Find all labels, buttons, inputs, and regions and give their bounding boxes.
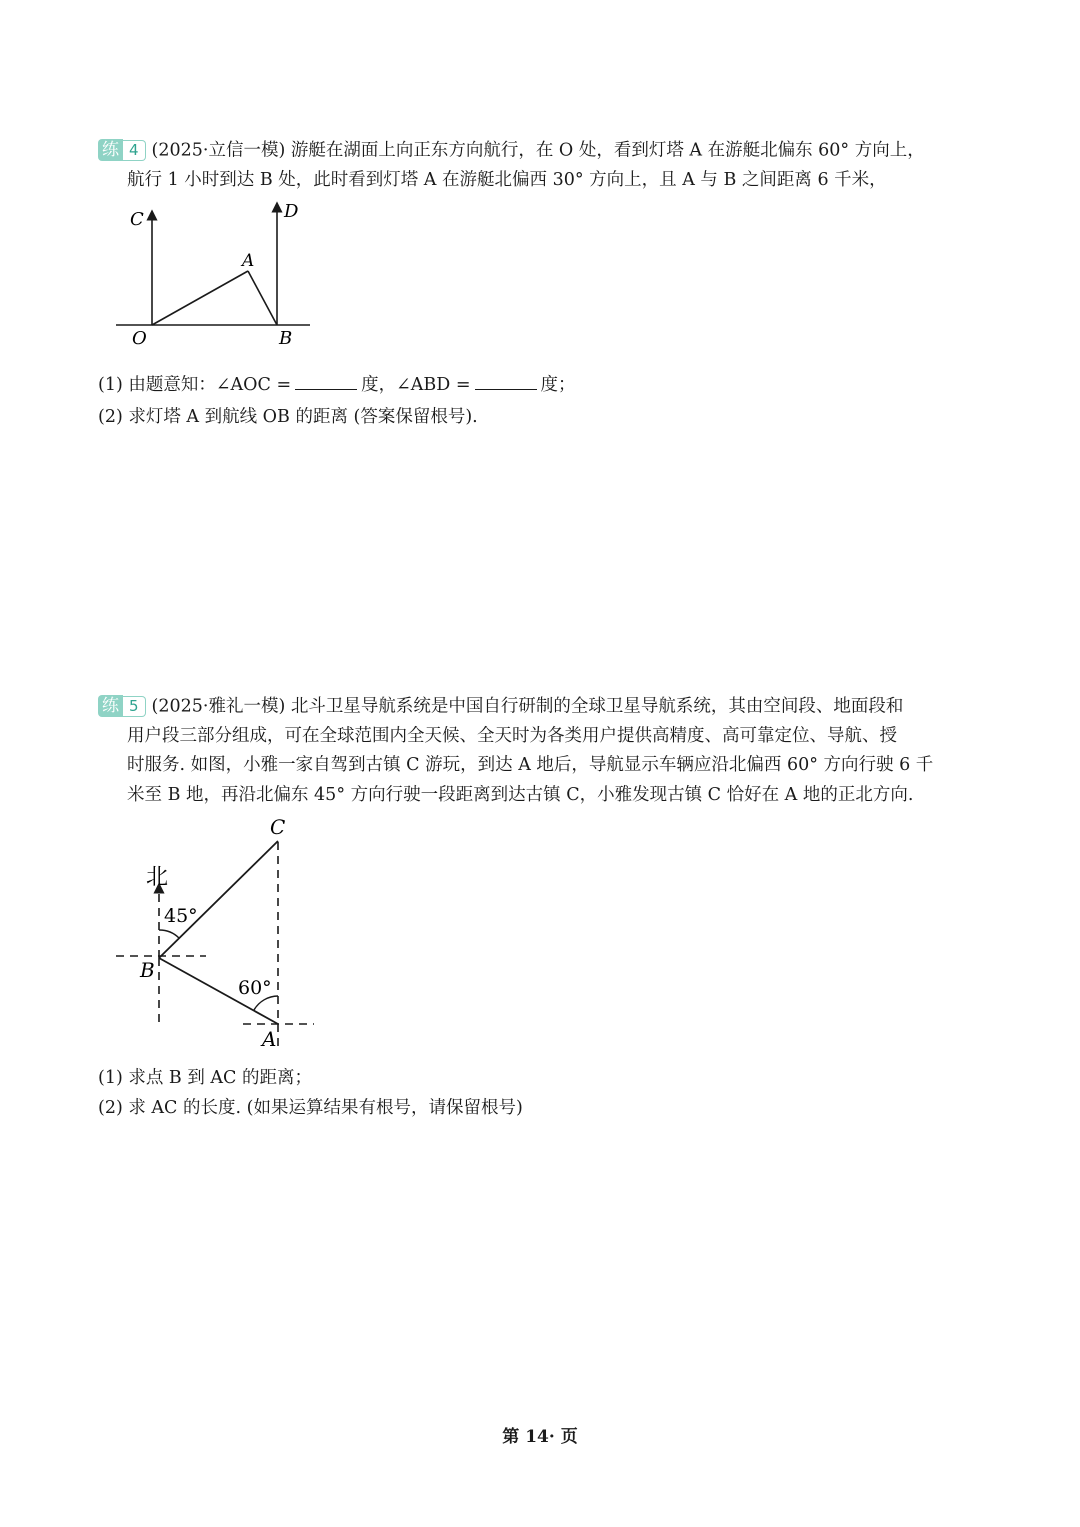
problem-4-question-2: (2) 求灯塔 A 到航线 OB 的距离 (答案保留根号).	[98, 407, 478, 427]
fig4-ab	[248, 271, 277, 325]
problem-5-question-2: (2) 求 AC 的长度. (如果运算结果有根号，请保留根号)	[98, 1098, 523, 1118]
fig5-bc	[159, 841, 278, 958]
problem-4-line-1: 练 4 (2025·立信一模) 游艇在湖面上向正东方向航行，在 O 处，看到灯塔 A 在游艇北偏东 60° 方向上，	[98, 136, 998, 166]
problem-4-badge: 练 4	[98, 136, 146, 166]
fig5-angle-45-arc	[159, 930, 179, 938]
fig5-label-c: C	[270, 815, 286, 839]
fig5-label-a: A	[262, 1027, 277, 1051]
problem-5	[98, 692, 998, 810]
problem-4-question-1: (1) 由题意知：∠AOC = 度，∠ABD = 度；	[98, 370, 576, 400]
fig5-label-60: 60°	[238, 977, 272, 999]
fig4-label-b: B	[279, 328, 293, 349]
fig5-label-b: B	[140, 958, 155, 982]
problem-4	[98, 136, 998, 195]
problem-5-line-3: 时服务. 如图，小雅一家自驾到古镇 C 游玩，到达 A 地后，导航显示车辆应沿北偏西 60° 方向行驶 6 千	[127, 755, 934, 776]
problem-5-figure	[108, 812, 328, 1057]
fig4-oa	[152, 271, 248, 325]
problem-4-line-2: 航行 1 小时到达 B 处，此时看到灯塔 A 在游艇北偏西 30° 方向上，且 A 与 B 之间距离 6 千米，	[127, 169, 887, 190]
fig4-label-c: C	[130, 209, 144, 230]
problem-4-figure	[110, 195, 330, 355]
problem-5-line-4: 米至 B 地，再沿北偏东 45° 方向行驶一段距离到达古镇 C，小雅发现古镇 C 恰好在 A 地的正北方向.	[127, 784, 914, 805]
fig5-label-45: 45°	[164, 905, 198, 927]
problem-5-line-2: 用户段三部分组成，可在全球范围内全天候、全天时为各类用户提供高精度、高可靠定位、导航、授	[127, 725, 897, 746]
problem-5-question-1: (1) 求点 B 到 AC 的距离；	[98, 1068, 312, 1088]
fig4-label-a: A	[242, 251, 255, 271]
fig4-label-d: D	[284, 201, 299, 222]
answer-blank-aoc[interactable]	[295, 371, 357, 390]
fig4-label-o: O	[132, 328, 147, 349]
problem-5-line-1: 练 5 (2025·雅礼一模) 北斗卫星导航系统是中国自行研制的全球卫星导航系统，其由空间段、地面段和	[98, 692, 998, 722]
problem-5-badge: 练 5	[98, 692, 146, 722]
page-number: 第 14· 页	[502, 1427, 578, 1447]
answer-blank-abd[interactable]	[475, 371, 537, 390]
fig5-label-north: 北	[146, 865, 169, 890]
